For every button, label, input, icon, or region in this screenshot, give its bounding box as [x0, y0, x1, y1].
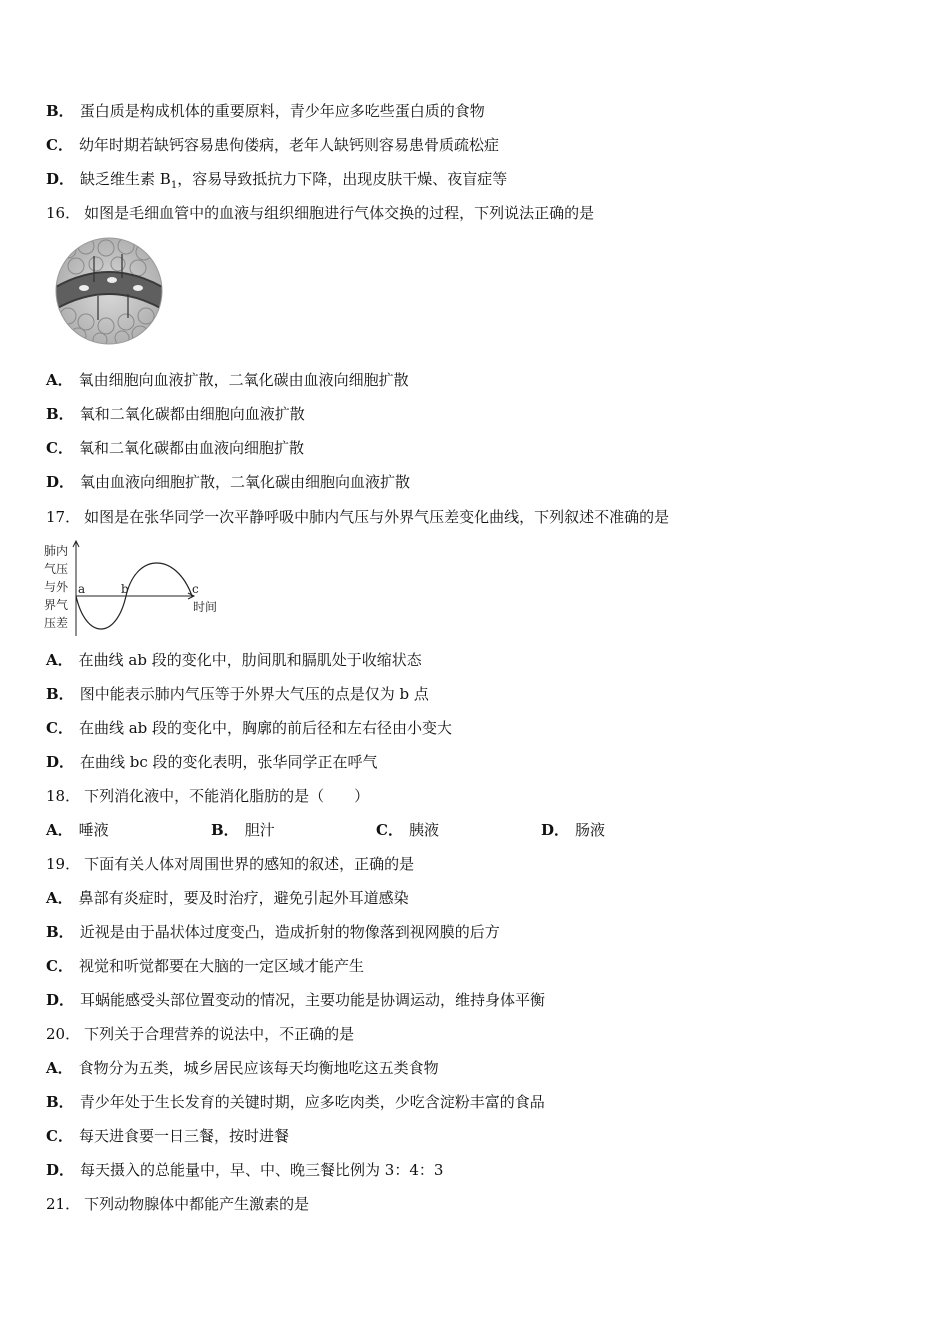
- option-text: 氧和二氧化碳都由细胞向血液扩散: [79, 405, 305, 423]
- option-text: 胰液: [408, 821, 439, 839]
- option-letter: C．: [376, 821, 403, 839]
- question-text: 如图是在张华同学一次平静呼吸中肺内气压与外界气压差变化曲线，下列叙述不准确的是: [84, 508, 670, 526]
- question-number: 19．: [46, 855, 81, 873]
- q17-option-d: [46, 752, 378, 772]
- option-letter: A．: [46, 821, 73, 839]
- option-text: 近视是由于晶状体过度变凸，造成折射的物像落到视网膜的后方: [79, 923, 500, 941]
- option-letter: B．: [211, 821, 239, 839]
- question-number: 20．: [46, 1025, 81, 1043]
- option-text-post: ，容易导致抵抗力下降，出现皮肤干燥、夜盲症等: [177, 170, 508, 188]
- option-letter: B．: [46, 102, 74, 120]
- q15-option-c: [46, 135, 499, 155]
- q19-option-a: [46, 888, 409, 908]
- option-letter: D．: [46, 473, 75, 491]
- option-text: 在曲线 ab 段的变化中，肋间肌和膈肌处于收缩状态: [78, 651, 422, 669]
- option-text: 胆汁: [244, 821, 275, 839]
- option-letter: B．: [46, 923, 74, 941]
- q18-stem: [46, 786, 369, 806]
- q20-option-c: [46, 1126, 289, 1146]
- q16-stem: [46, 203, 594, 223]
- ylabel-line: 界气: [44, 598, 69, 612]
- pressure-difference-curve-figure: [42, 538, 227, 638]
- option-text: 视觉和听觉都要在大脑的一定区域才能产生: [78, 957, 364, 975]
- option-letter: D．: [541, 821, 570, 839]
- subscript: 1: [170, 180, 178, 191]
- q19-option-b: [46, 922, 500, 942]
- q19-stem: [46, 854, 414, 874]
- option-letter: D．: [46, 1161, 75, 1179]
- option-letter: D．: [46, 753, 75, 771]
- question-number: 17．: [46, 508, 81, 526]
- q15-option-b: [46, 101, 485, 121]
- q17-option-b: [46, 684, 429, 704]
- option-text: 耳蜗能感受头部位置变动的情况，主要功能是协调运动，维持身体平衡: [80, 991, 546, 1009]
- option-letter: C．: [46, 439, 73, 457]
- q18-option-d: [541, 820, 605, 840]
- option-letter: B．: [46, 685, 74, 703]
- option-text: 鼻部有炎症时，要及时治疗，避免引起外耳道感染: [78, 889, 409, 907]
- question-text: 下列动物腺体中都能产生激素的是: [84, 1195, 310, 1213]
- q20-option-d: [46, 1160, 443, 1180]
- q16-option-b: [46, 404, 305, 424]
- x-axis-label: 时间: [193, 600, 218, 614]
- q20-stem: [46, 1024, 354, 1044]
- option-text: 氧和二氧化碳都由血液向细胞扩散: [78, 439, 304, 457]
- option-letter: A．: [46, 1059, 73, 1077]
- question-text: 下列消化液中，不能消化脂肪的是（ ）: [84, 787, 370, 805]
- q19-option-c: [46, 956, 364, 976]
- option-letter: A．: [46, 889, 73, 907]
- option-letter: B．: [46, 1093, 74, 1111]
- option-letter: D．: [46, 170, 75, 188]
- question-text: 下面有关人体对周围世界的感知的叙述，正确的是: [84, 855, 415, 873]
- option-text: 青少年处于生长发育的关键时期，应多吃肉类，少吃含淀粉丰富的食品: [79, 1093, 545, 1111]
- q17-option-c: [46, 718, 452, 738]
- option-letter: C．: [46, 1127, 73, 1145]
- option-text-pre: 缺乏维生素 B: [80, 170, 171, 188]
- q16-option-d: [46, 472, 410, 492]
- option-letter: C．: [46, 957, 73, 975]
- q20-option-b: [46, 1092, 545, 1112]
- point-b-label: b: [121, 582, 129, 596]
- q15-option-d: [46, 169, 507, 196]
- question-number: 21．: [46, 1195, 81, 1213]
- option-text: 氧由细胞向血液扩散，二氧化碳由血液向细胞扩散: [78, 371, 409, 389]
- question-number: 18．: [46, 787, 81, 805]
- option-text: 每天摄入的总能量中，早、中、晚三餐比例为 3：4：3: [80, 1161, 444, 1179]
- option-letter: A．: [46, 371, 73, 389]
- option-text: 肠液: [575, 821, 606, 839]
- q16-option-c: [46, 438, 304, 458]
- ylabel-line: 与外: [44, 580, 69, 594]
- option-text: 蛋白质是构成机体的重要原料，青少年应多吃些蛋白质的食物: [79, 102, 485, 120]
- option-letter: A．: [46, 651, 73, 669]
- option-text: 每天进食要一日三餐，按时进餐: [78, 1127, 289, 1145]
- question-number: 16．: [46, 204, 81, 222]
- q18-option-c: [376, 820, 439, 840]
- q17-stem: [46, 507, 669, 527]
- option-text: 在曲线 ab 段的变化中，胸廓的前后径和左右径由小变大: [78, 719, 453, 737]
- option-text: 图中能表示肺内气压等于外界大气压的点是仅为 b 点: [79, 685, 429, 703]
- option-text: 食物分为五类，城乡居民应该每天均衡地吃这五类食物: [78, 1059, 439, 1077]
- ylabel-line: 压差: [44, 616, 69, 630]
- question-text: 如图是毛细血管中的血液与组织细胞进行气体交换的过程，下列说法正确的是: [84, 204, 595, 222]
- option-text: 氧由血液向细胞扩散，二氧化碳由细胞向血液扩散: [80, 473, 411, 491]
- point-c-label: c: [192, 582, 199, 596]
- q18-option-a: [46, 820, 109, 840]
- option-letter: C．: [46, 136, 73, 154]
- q18-option-b: [211, 820, 275, 840]
- ylabel-line: 气压: [44, 562, 69, 576]
- option-letter: B．: [46, 405, 74, 423]
- q17-option-a: [46, 650, 422, 670]
- ylabel-line: 肺内: [44, 544, 69, 558]
- question-text: 下列关于合理营养的说法中，不正确的是: [84, 1025, 355, 1043]
- point-a-label: a: [78, 582, 86, 596]
- capillary-gas-exchange-figure: [54, 236, 164, 346]
- option-text: 唾液: [78, 821, 109, 839]
- option-letter: C．: [46, 719, 73, 737]
- q21-stem: [46, 1194, 309, 1214]
- q16-option-a: [46, 370, 409, 390]
- option-letter: D．: [46, 991, 75, 1009]
- option-text: 在曲线 bc 段的变化表明，张华同学正在呼气: [80, 753, 378, 771]
- q19-option-d: [46, 990, 545, 1010]
- option-text: 幼年时期若缺钙容易患佝偻病，老年人缺钙则容易患骨质疏松症: [78, 136, 499, 154]
- q20-option-a: [46, 1058, 439, 1078]
